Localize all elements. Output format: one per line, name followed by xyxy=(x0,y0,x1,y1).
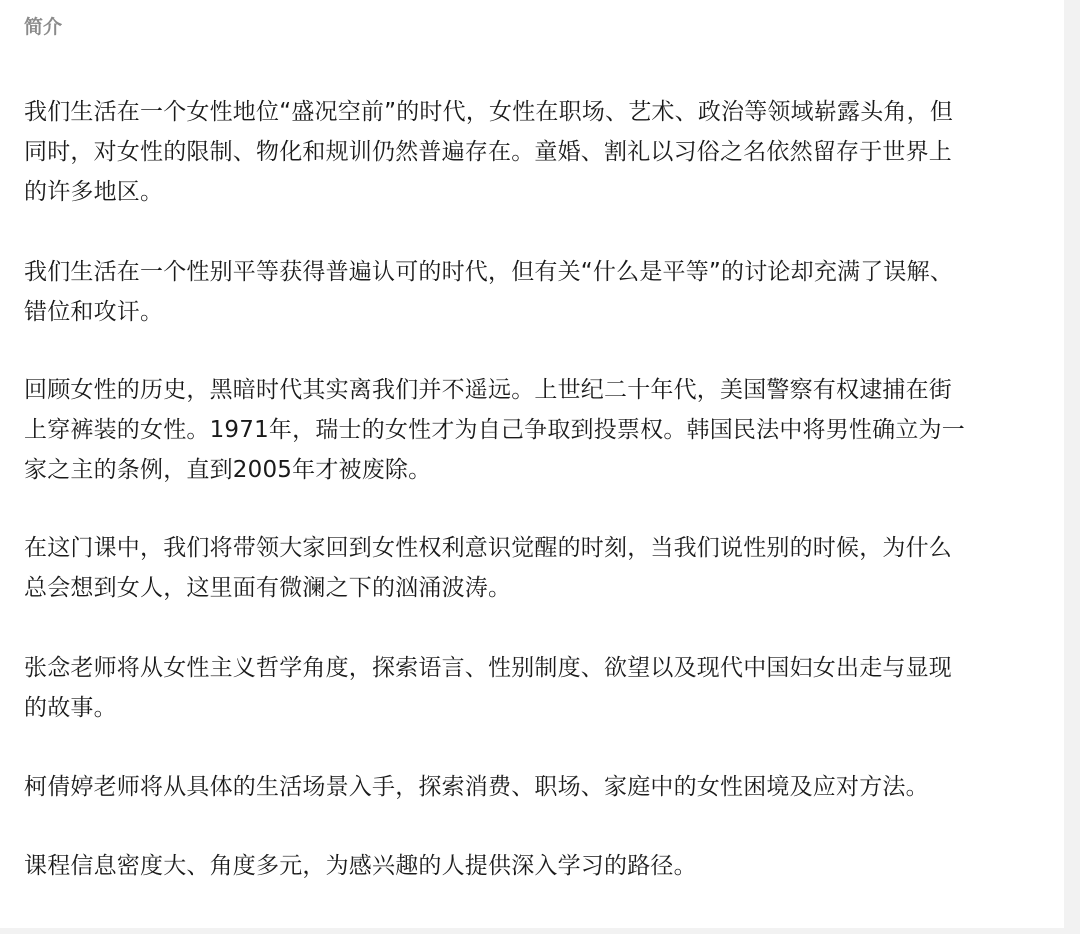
paragraph-line: 柯倩婷老师将从具体的生活场景入手，探索消费、职场、家庭中的女性困境及应对方法。 xyxy=(24,774,929,800)
intro-paragraph-7 xyxy=(24,846,1034,886)
paragraph-line: 错位和攻讦。 xyxy=(24,299,164,325)
intro-paragraph-6 xyxy=(24,767,1034,807)
paragraph-line: 同时，对女性的限制、物化和规训仍然普遍存在。童婚、割礼以习俗之名依然留存于世界上 xyxy=(24,139,952,165)
page-gutter xyxy=(1064,0,1080,934)
paragraph-line: 总会想到女人，这里面有微澜之下的汹涌波涛。 xyxy=(24,575,512,601)
paragraph-line: 在这门课中，我们将带领大家回到女性权利意识觉醒的时刻，当我们说性别的时候，为什么 xyxy=(24,535,952,561)
paragraph-line: 张念老师将从女性主义哲学角度，探索语言、性别制度、欲望以及现代中国妇女出走与显现 xyxy=(24,655,952,681)
paragraph-line: 的许多地区。 xyxy=(24,179,164,205)
intro-paragraph-4 xyxy=(24,528,1034,608)
paragraph-line: 的故事。 xyxy=(24,695,117,721)
paragraph-line: 上穿裤装的女性。1971年，瑞士的女性才为自己争取到投票权。韩国民法中将男性确立为一 xyxy=(24,417,965,443)
intro-paragraph-1 xyxy=(24,92,1034,212)
paragraph-line: 回顾女性的历史，黑暗时代其实离我们并不遥远。上世纪二十年代，美国警察有权逮捕在街 xyxy=(24,377,952,403)
paragraph-line: 我们生活在一个女性地位“盛况空前”的时代，女性在职场、艺术、政治等领域崭露头角，但 xyxy=(24,99,954,125)
intro-paragraph-2 xyxy=(24,252,1034,332)
paragraph-line: 我们生活在一个性别平等获得普遍认可的时代，但有关“什么是平等”的讨论却充满了误解、 xyxy=(24,259,954,285)
section-title: 简介 xyxy=(24,16,63,38)
paragraph-line: 家之主的条例，直到2005年才被废除。 xyxy=(24,457,432,483)
paragraph-line: 课程信息密度大、角度多元，为感兴趣的人提供深入学习的路径。 xyxy=(24,853,697,879)
intro-paragraph-5 xyxy=(24,648,1034,728)
intro-paragraph-3 xyxy=(24,370,1034,490)
